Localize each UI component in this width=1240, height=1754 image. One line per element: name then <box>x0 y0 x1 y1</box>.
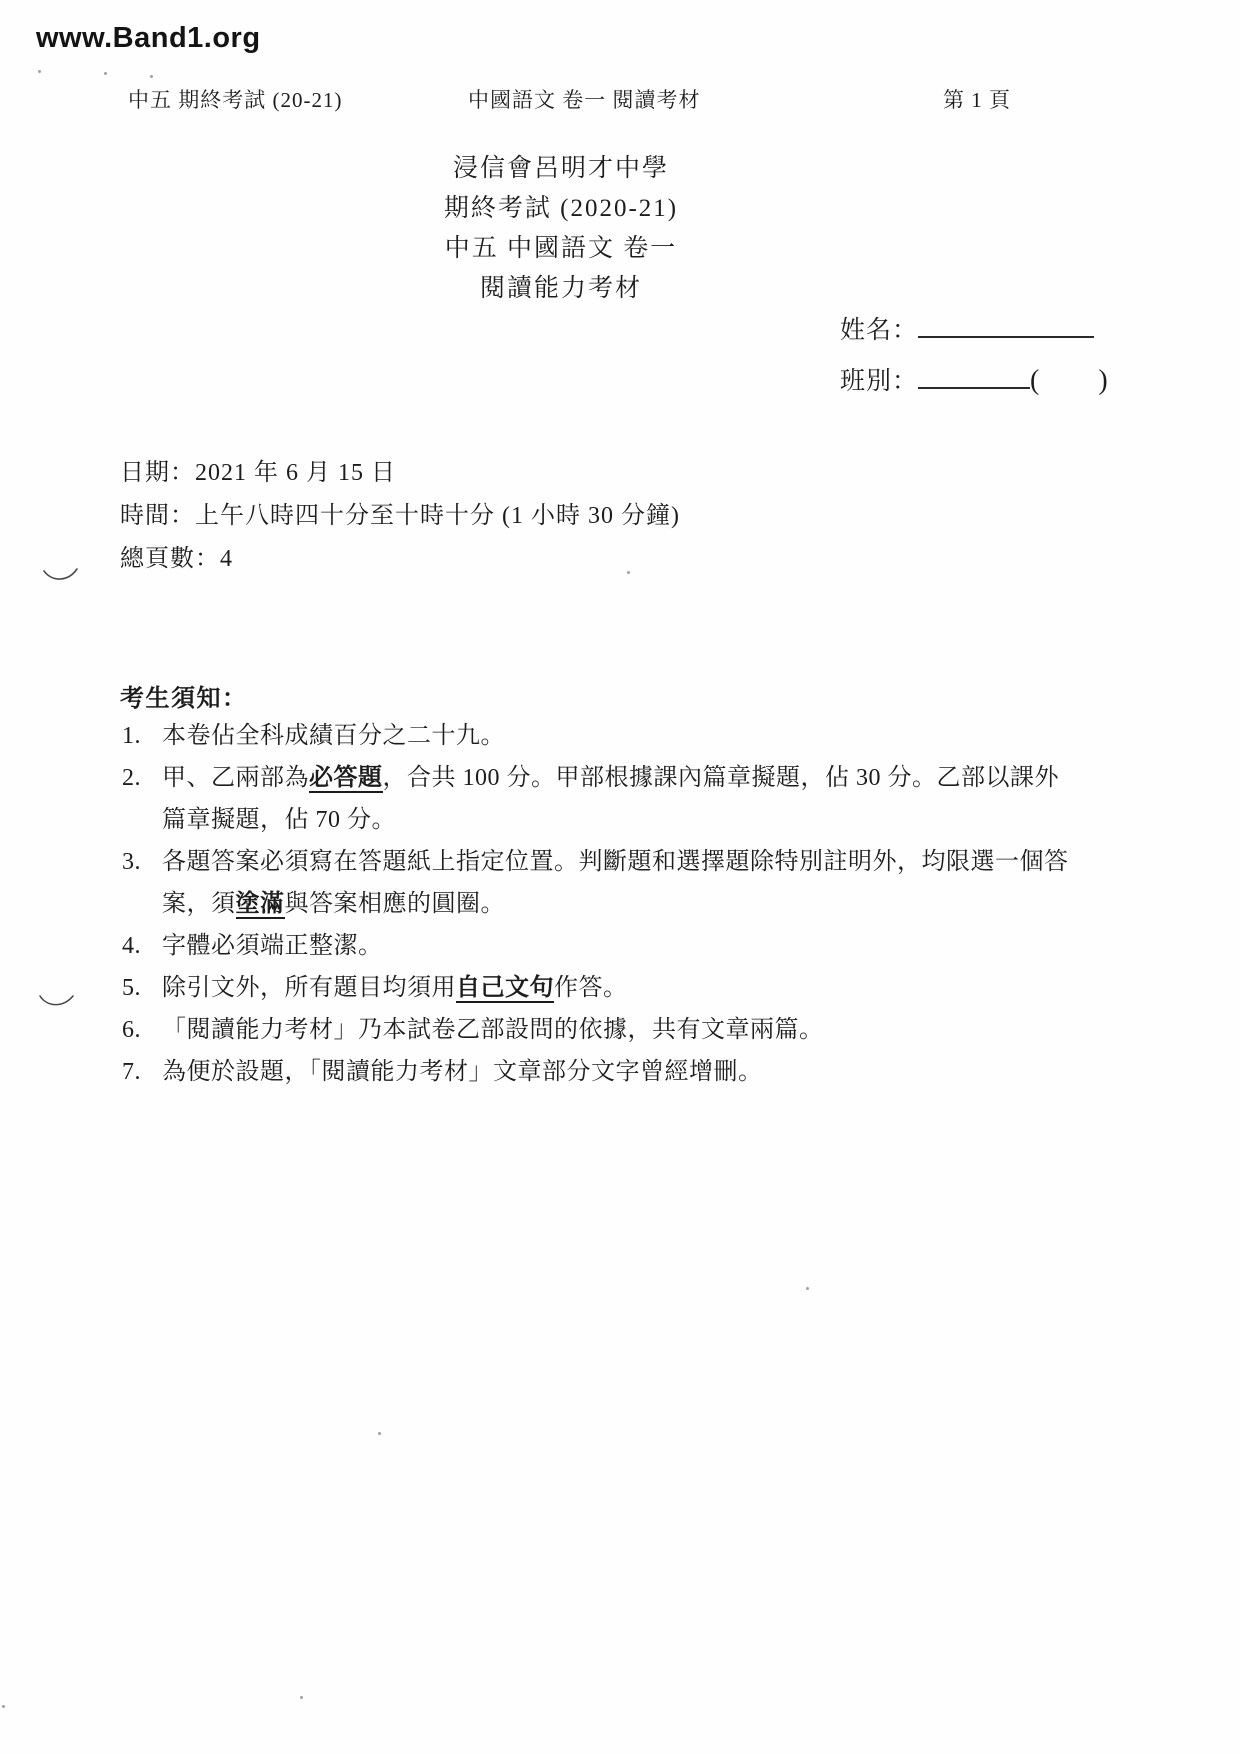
notice-item <box>122 757 1124 841</box>
notice-item-text <box>162 1009 1124 1051</box>
header-page-number: 第 1 頁 <box>943 88 1011 112</box>
pages-label: 總頁數： <box>120 546 220 572</box>
notice-emphasis-text: 塗滿 <box>235 891 285 917</box>
notice-item <box>122 1009 1124 1051</box>
notice-item-number: 3. <box>122 849 141 875</box>
notice-item-number: 6. <box>122 1017 141 1043</box>
notice-item-text <box>162 925 1124 967</box>
exam-total-pages-row <box>120 538 233 573</box>
notice-text-segment: 作答。 <box>554 975 628 1001</box>
paper-subtitle: 閱讀能力考材 <box>479 275 642 302</box>
date-label: 日期： <box>120 460 195 486</box>
notice-item-number: 4. <box>122 933 141 959</box>
scan-speck <box>38 70 41 73</box>
scan-speck <box>2 1705 5 1708</box>
scan-speck <box>104 72 107 75</box>
notice-item-text <box>162 841 1124 925</box>
notice-item <box>122 715 1124 757</box>
scan-speck <box>806 1287 809 1290</box>
title-block <box>0 149 1122 309</box>
notice-text-segment: 字體必須端正整潔。 <box>162 933 383 959</box>
notice-item <box>122 1051 1124 1093</box>
time-value: 上午八時四十分至十時十分 (1 小時 30 分鐘) <box>195 503 680 529</box>
notice-text-segment: ，合共 100 分。甲部根據課內篇章擬題，佔 30 分。乙部以課外 <box>382 765 1059 791</box>
notice-text-segment: 篇章擬題，佔 70 分。 <box>162 807 396 833</box>
scan-speck <box>378 1432 381 1435</box>
notice-text-segment: 甲、乙兩部為 <box>162 765 309 791</box>
notice-item-number: 5. <box>122 975 141 1001</box>
pages-value: 4 <box>220 546 233 572</box>
notice-item-number: 7. <box>122 1059 141 1085</box>
notice-text-segment: 為便於設題，「閱讀能力考材」文章部分文字曾經增刪。 <box>162 1059 763 1085</box>
notice-item-text <box>162 757 1124 841</box>
notice-item <box>122 841 1124 925</box>
class-field-row <box>840 361 1109 397</box>
notice-text-segment: 與答案相應的圓圈。 <box>284 891 505 917</box>
notices-list <box>122 715 1124 1093</box>
date-value: 2021 年 6 月 15 日 <box>195 460 396 486</box>
notice-item-number: 1. <box>122 723 141 749</box>
notice-item-text <box>162 715 1124 757</box>
exam-date-row <box>120 452 396 487</box>
scan-artifact-squiggle <box>38 991 76 1011</box>
notice-item <box>122 967 1124 1009</box>
name-field-row <box>840 310 1094 346</box>
notice-item-text <box>162 967 1124 1009</box>
notice-text-segment: 本卷佔全科成績百分之二十九。 <box>162 723 505 749</box>
school-name: 浸信會呂明才中學 <box>452 155 669 182</box>
class-blank-line <box>918 363 1030 389</box>
notice-item-number: 2. <box>122 765 141 791</box>
notice-text-segment: 案，須 <box>162 891 236 917</box>
scan-speck <box>150 75 153 78</box>
scan-artifact-squiggle <box>42 565 80 585</box>
header-class-exam: 中五 期終考試 (20-21) <box>128 88 343 112</box>
notice-text-segment: 除引文外，所有題目均須用 <box>162 975 456 1001</box>
notice-emphasis-text: 必答題 <box>309 765 383 791</box>
notice-item-text <box>162 1051 1124 1093</box>
time-label: 時間： <box>120 503 195 529</box>
notice-text-segment: 「閱讀能力考材」乃本試卷乙部設問的依據，共有文章兩篇。 <box>162 1017 824 1043</box>
scan-speck <box>627 571 630 574</box>
scan-speck <box>300 1696 303 1699</box>
notice-emphasis-text: 自己文句 <box>456 975 554 1001</box>
notice-text-segment: 各題答案必須寫在答題紙上指定位置。判斷題和選擇題除特別註明外，均限選一個答 <box>162 849 1069 875</box>
notices-heading: 考生須知： <box>120 686 248 712</box>
class-paren-close: ) <box>1098 365 1109 396</box>
exam-time-row <box>120 495 680 530</box>
class-paren-open: ( <box>1030 365 1041 396</box>
watermark-band1: www.Band1.org <box>36 22 261 54</box>
name-label: 姓名： <box>840 317 919 344</box>
notice-item <box>122 925 1124 967</box>
header-paper-title: 中國語文 卷一 閱讀考材 <box>468 88 701 112</box>
class-label: 班別： <box>840 368 919 395</box>
name-blank-line <box>918 312 1094 338</box>
paper-name: 中五 中國語文 卷一 <box>444 235 678 262</box>
exam-name: 期終考試 (2020-21) <box>443 195 679 222</box>
